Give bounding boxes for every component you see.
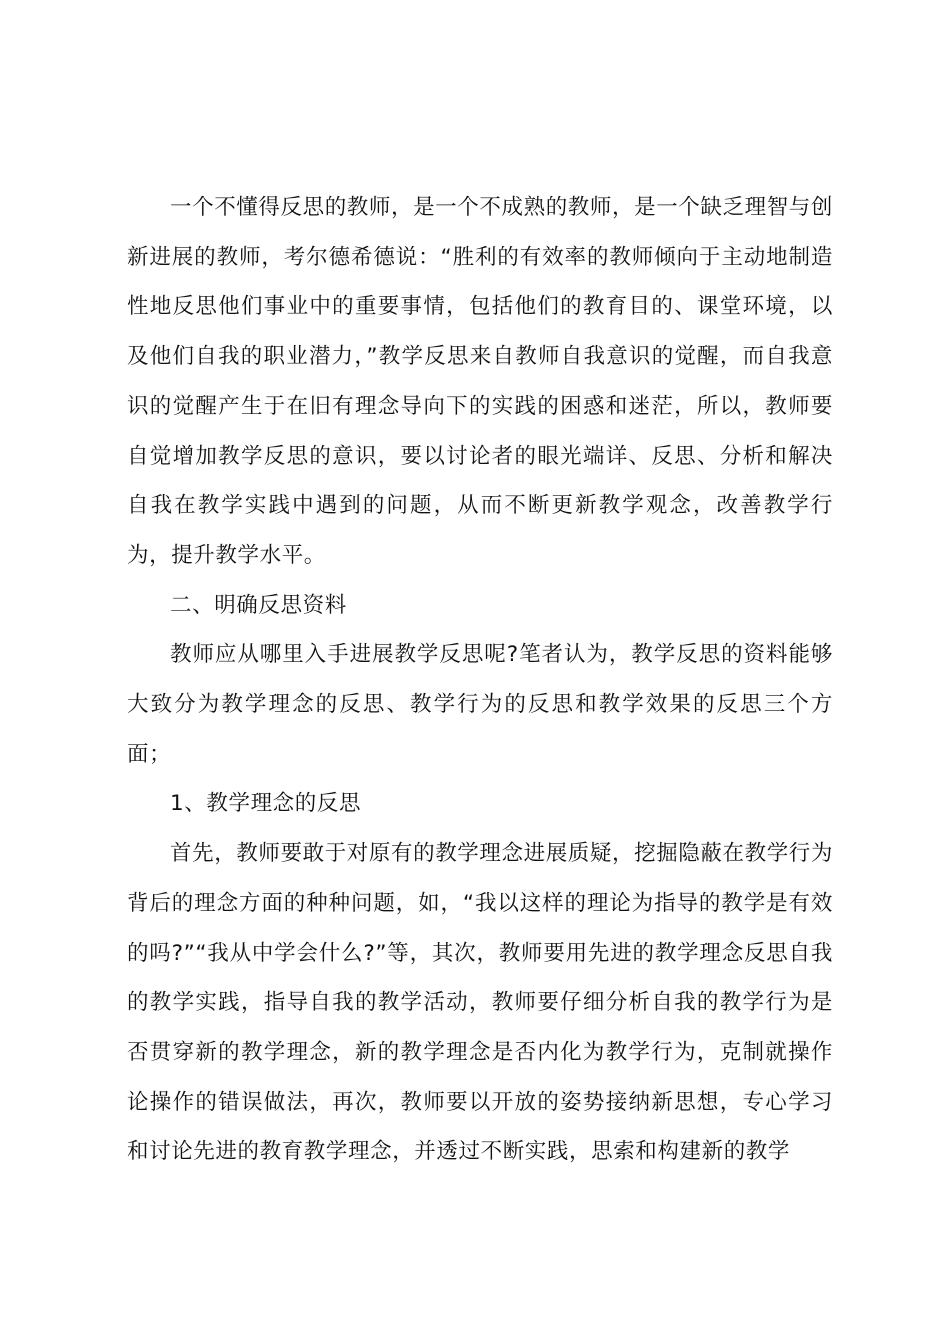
paragraph-reflection-intro: 一个不懂得反思的教师，是一个不成熟的教师，是一个缺乏理智与创新进展的教师，考尔德希德说：“胜利的有效率的教师倾向于主动地制造性地反思他们事业中的重要事情，包括他们的教育目的、课堂环境，以及他们自我的职业潜力，”教学反思来自教师自我意识的觉醒，而自我意识的觉醒产生于在旧有理念导向下的实践的困惑和迷茫，所以，教师要自觉增加教学反思的意识，要以讨论者的眼光端详、反思、分析和解决自我在教学实践中遇到的问题，从而不断更新教学观念，改善教学行为，提升教学水平。	[127, 195, 834, 568]
paragraph-reflection-scope: 教师应从哪里入手进展教学反思呢?笔者认为，教学反思的资料能够大致分为教学理念的反思、教学行为的反思和教学效果的反思三个方面；	[127, 642, 833, 767]
section-heading-clarify-content: 二、明确反思资料	[170, 592, 347, 618]
document-body	[127, 183, 833, 1177]
subheading-teaching-concept: 1、教学理念的反思	[170, 791, 362, 817]
paragraph-teaching-concept: 首先，教师要敢于对原有的教学理念进展质疑，挖掘隐蔽在教学行为背后的理念方面的种种问题，如，“我以这样的理论为指导的教学是有效的吗?”“我从中学会什么?”等，其次，教师要用先进的教学理念反思自我的教学实践，指导自我的教学活动，教师要仔细分析自我的教学行为是否贯穿新的教学理念，新的教学理念是否内化为教学行为，克制就操作论操作的错误做法，再次，教师要以开放的姿势接纳新思想，专心学习和讨论先进的教育教学理念，并透过不断实践，思索和构建新的教学	[127, 841, 834, 1165]
